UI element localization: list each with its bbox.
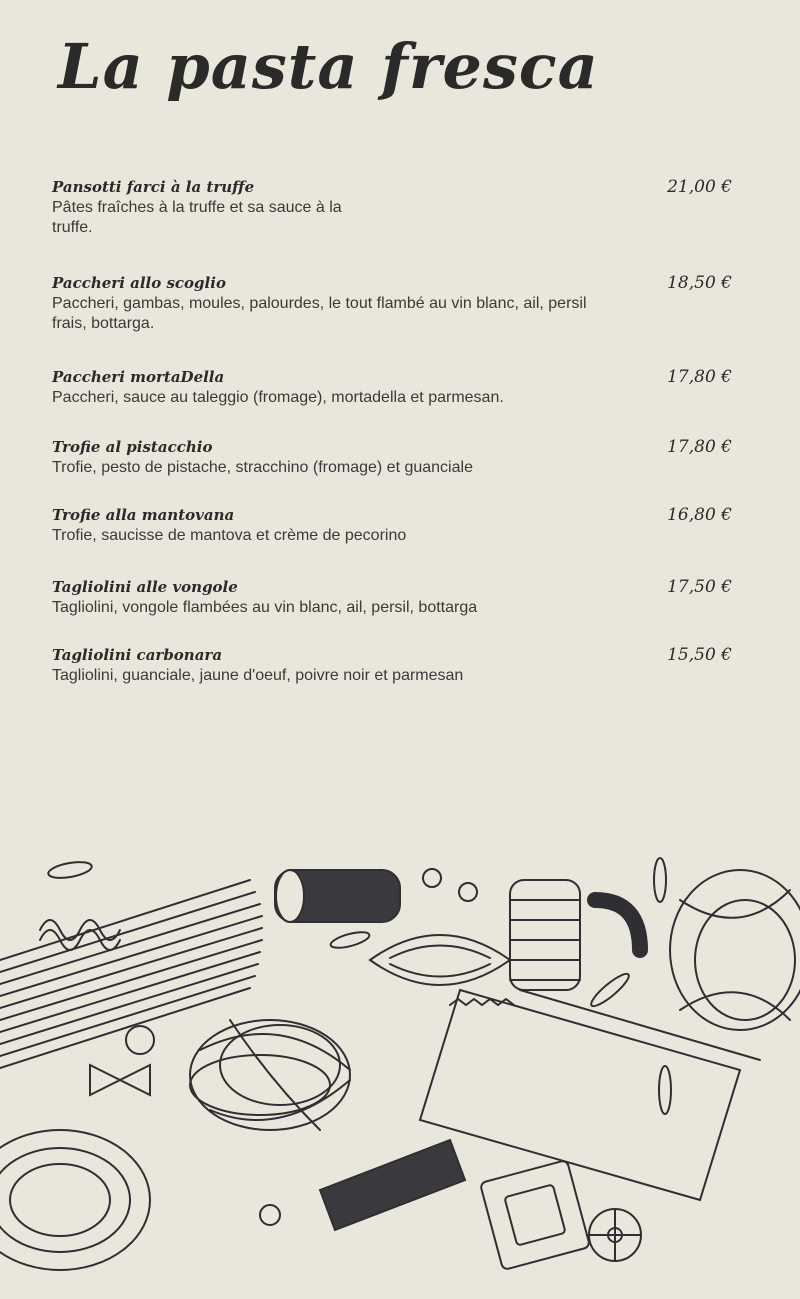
- dish-description: Tagliolini, vongole flambées au vin blanc, ail, persil, bottarga: [52, 599, 478, 616]
- dish-price: 16,80 €: [667, 505, 732, 525]
- dish-name: Trofie al pistacchio: [52, 438, 213, 456]
- menu-item: [52, 176, 752, 238]
- pasta-illustration: [0, 840, 800, 1299]
- dish-name: Tagliolini carbonara: [52, 646, 223, 664]
- cannelloni-icon: [320, 1140, 465, 1230]
- dish-description: Trofie, pesto de pistache, stracchino (fromage) et guanciale: [52, 459, 473, 476]
- conchiglie-icon: [370, 935, 510, 985]
- dish-name: Tagliolini alle vongole: [52, 578, 238, 596]
- tagliatelle-nest-icon: [190, 1020, 350, 1130]
- page-title: La pasta fresca: [58, 30, 599, 103]
- dish-price: 15,50 €: [667, 645, 732, 665]
- menu-item: [52, 644, 752, 686]
- dish-price: 17,50 €: [667, 577, 732, 597]
- dish-description: Tagliolini, guanciale, jaune d'oeuf, poivre noir et parmesan: [52, 667, 464, 684]
- tagliolini-nest-icon: [0, 1130, 150, 1270]
- dish-name: Pansotti farci à la truffe: [52, 178, 255, 196]
- dish-price: 18,50 €: [667, 273, 732, 293]
- ravioli-icon: [480, 1160, 590, 1270]
- rigatoni-icon: [275, 870, 400, 922]
- dish-price: 17,80 €: [667, 367, 732, 387]
- dish-price: 17,80 €: [667, 437, 732, 457]
- dish-name: Paccheri allo scoglio: [52, 274, 226, 292]
- dish-name: Paccheri mortaDella: [52, 368, 225, 386]
- dish-description: Paccheri, sauce au taleggio (fromage), mortadella et parmesan.: [52, 389, 504, 406]
- menu-item: [52, 366, 752, 408]
- dish-description: Pâtes fraîches à la truffe et sa sauce à la truffe.: [52, 199, 342, 236]
- menu-item: [52, 272, 752, 334]
- radiatori-icon: [510, 880, 580, 990]
- dish-price: 21,00 €: [667, 177, 732, 197]
- macaroni-icon: [595, 900, 640, 950]
- dish-description: Trofie, saucisse de mantova et crème de pecorino: [52, 527, 407, 544]
- pappardelle-nest-icon: [670, 870, 800, 1030]
- menu-item: [52, 576, 752, 618]
- dish-name: Trofie alla mantovana: [52, 506, 235, 524]
- rotelle-icon: [589, 1209, 641, 1261]
- dish-description: Paccheri, gambas, moules, palourdes, le tout flambé au vin blanc, ail, persil frais, bottarga.: [52, 295, 587, 332]
- farfalle-icon: [90, 1065, 150, 1095]
- menu-item: [52, 504, 752, 546]
- menu-item: [52, 436, 752, 478]
